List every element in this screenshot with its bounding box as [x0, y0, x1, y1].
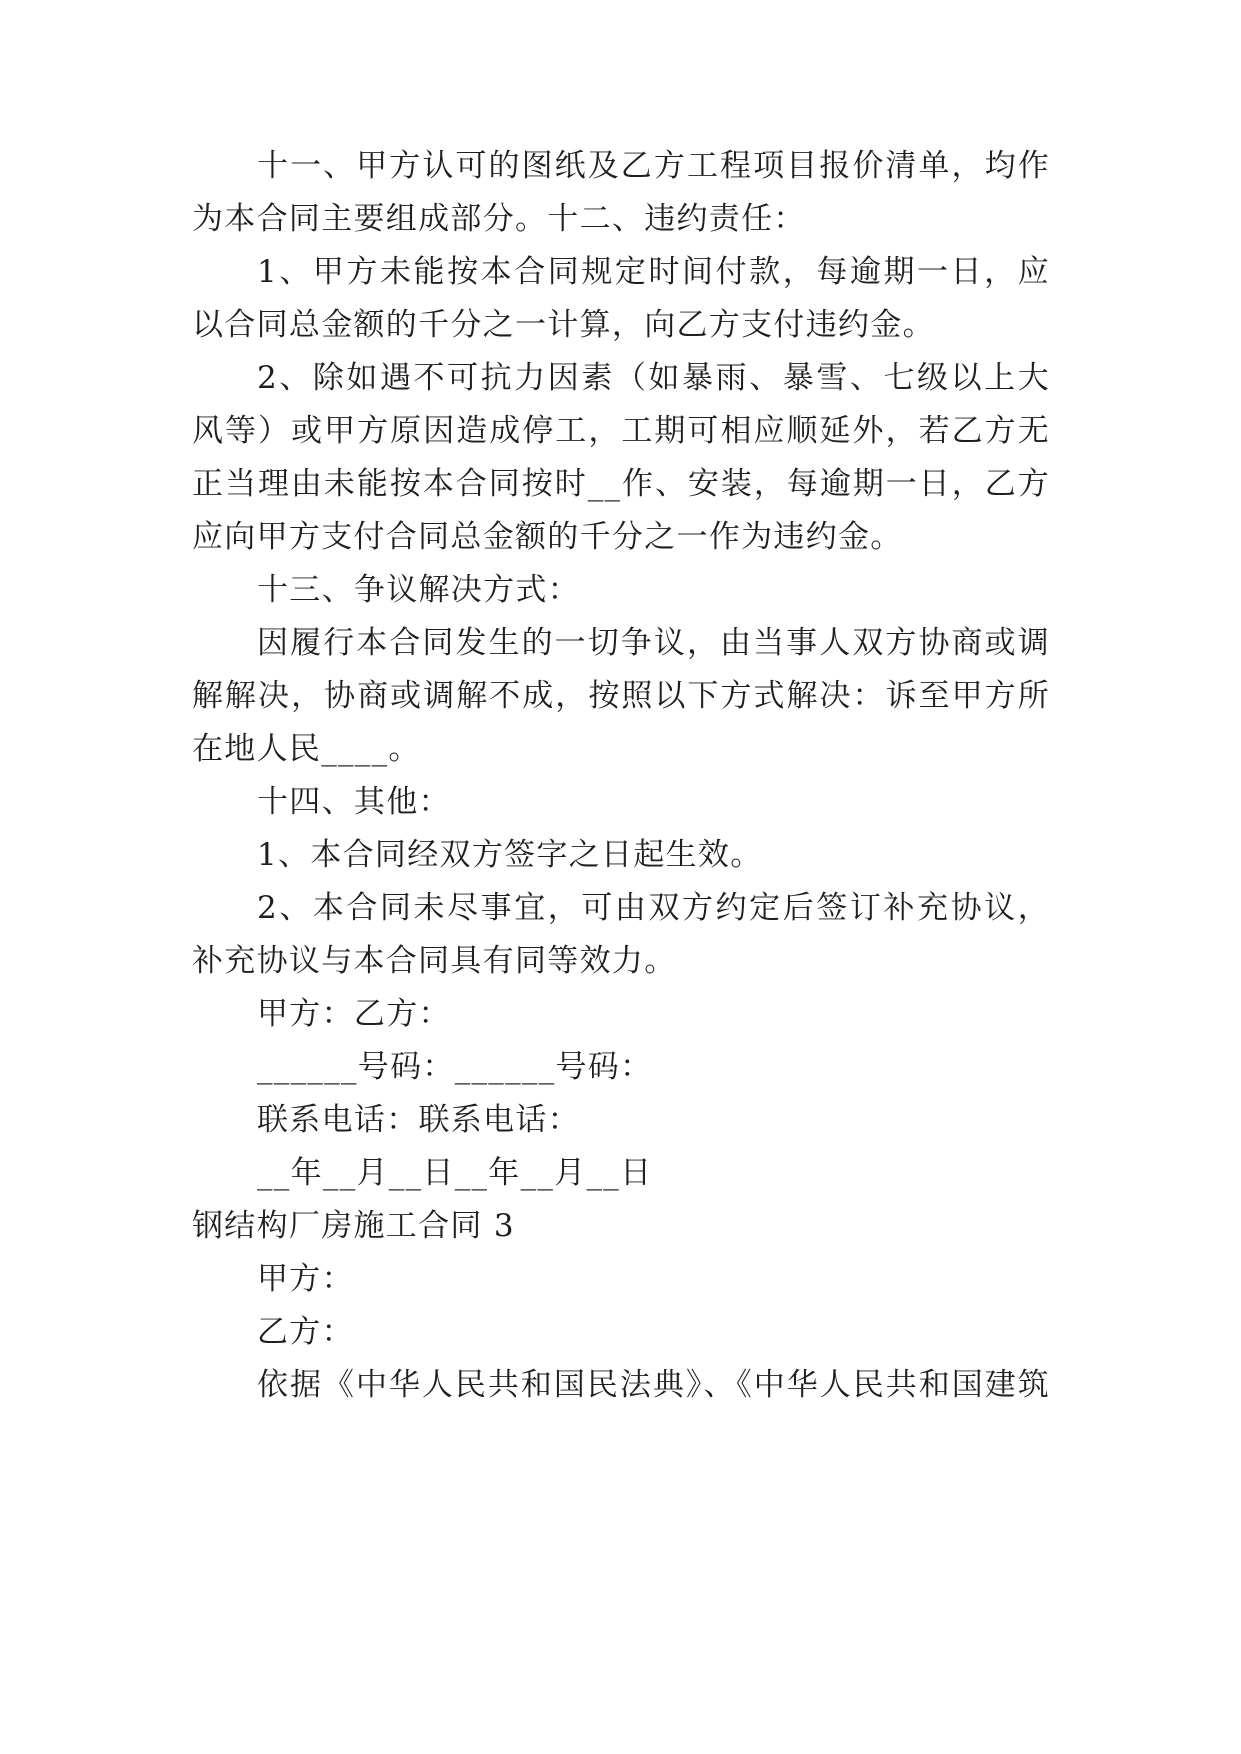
paragraph-line: 依据《中华人民共和国民法典》、《中华人民共和国建筑	[257, 1367, 1050, 1403]
section-heading: 十四、其他：	[257, 784, 451, 820]
paragraph-line: 2、本合同未尽事宜，可由双方约定后签订补充协议，	[257, 890, 1050, 926]
paragraph-line: 风等）或甲方原因造成停工，工期可相应顺延外，若乙方无	[192, 413, 1050, 449]
paragraph-line: 补充协议与本合同具有同等效力。	[192, 943, 677, 979]
paragraph-line: 为本合同主要组成部分。十二、违约责任：	[192, 201, 806, 237]
party-a-label: 甲方：	[257, 1261, 354, 1297]
paragraph-line: 以合同总金额的千分之一计算，向乙方支付违约金。	[192, 307, 935, 343]
signature-phone: 联系电话：联系电话：	[257, 1102, 580, 1138]
section-heading: 十三、争议解决方式：	[257, 572, 580, 608]
signature-parties: 甲方：乙方：	[257, 996, 451, 1032]
paragraph-line: 在地人民____。	[192, 731, 421, 767]
paragraph-line: 应向甲方支付合同总金额的千分之一作为违约金。	[192, 519, 903, 555]
party-b-label: 乙方：	[257, 1314, 354, 1350]
contract-title: 钢结构厂房施工合同 3	[192, 1208, 515, 1244]
paragraph-line: 2、除如遇不可抗力因素（如暴雨、暴雪、七级以上大	[257, 360, 1050, 396]
paragraph-line: 1、本合同经双方签字之日起生效。	[257, 837, 763, 873]
signature-id-number: ______号码：______号码：	[257, 1049, 653, 1085]
paragraph-line: 解解决，协商或调解不成，按照以下方式解决：诉至甲方所	[192, 678, 1050, 714]
signature-date: __年__月__日__年__月__日	[257, 1155, 653, 1191]
paragraph-line: 正当理由未能按本合同按时__作、安装，每逾期一日，乙方	[192, 466, 1050, 502]
paragraph-line: 因履行本合同发生的一切争议，由当事人双方协商或调	[257, 625, 1050, 661]
paragraph-line: 1、甲方未能按本合同规定时间付款，每逾期一日，应	[257, 254, 1050, 290]
paragraph-line: 十一、甲方认可的图纸及乙方工程项目报价清单，均作	[257, 148, 1050, 184]
